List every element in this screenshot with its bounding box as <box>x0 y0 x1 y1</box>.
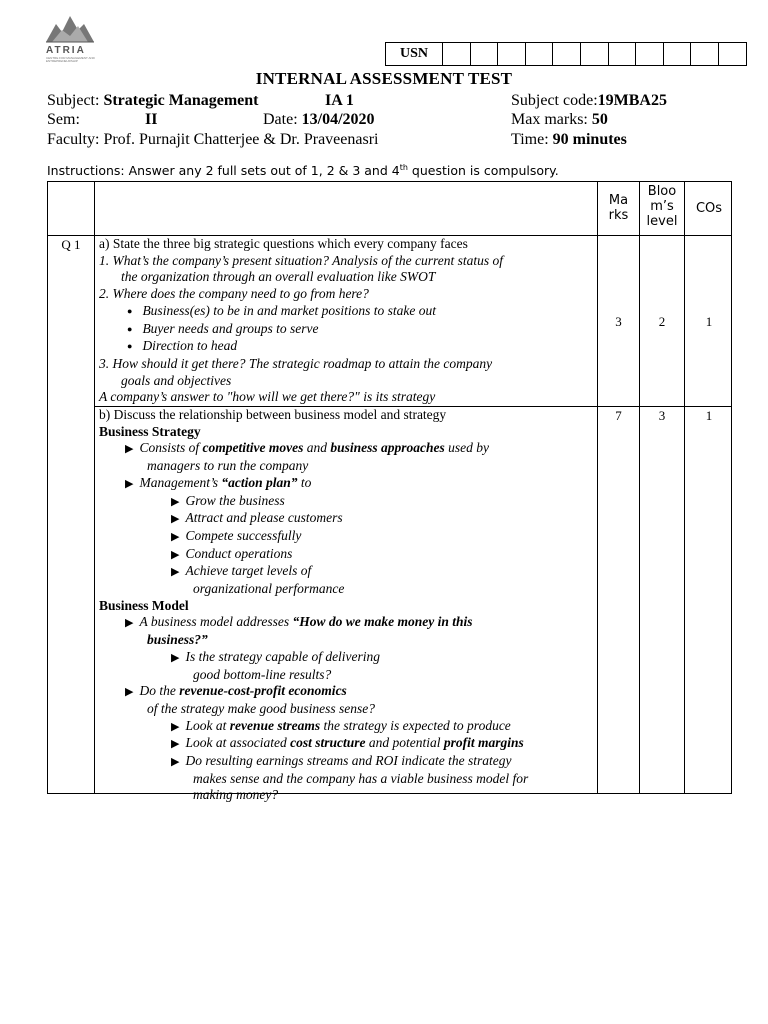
part-a-cos: 1 <box>705 314 713 329</box>
arrow-bullet-icon: ▶ <box>171 756 180 769</box>
cos-column-header: COs <box>695 201 723 216</box>
logo-subtitle: CENTRE FOR MANAGEMENT AND ENTREPRENEURSHIP <box>46 56 95 63</box>
instructions: Instructions: Answer any 2 full sets out of 1, 2 & 3 and 4th question is compulsory. <box>47 163 559 179</box>
max-marks-line <box>511 110 608 129</box>
subject-label: Subject: <box>47 92 104 109</box>
date-value: 13/04/2020 <box>301 111 375 128</box>
arrow-bullet-icon: ▶ <box>171 548 180 561</box>
sem-value: II <box>145 111 158 128</box>
arrow-bullet-icon: ▶ <box>125 477 134 490</box>
arrow-bullet-icon: ▶ <box>171 513 180 526</box>
part-b-answer: b) Discuss the relationship between business model and strategy Business Strategy ▶ Consists of competitive moves and business approaches used by managers to run the company ▶ Management’s “action plan” to ▶ Grow the business ▶ Attract and please customers ▶ Compete successfully ▶ Conduct operations ▶ Achieve target levels of organizational performance Business Model ▶ A business model addresses “How do we make money in this business?” ▶ Is the strategy capable of delivering good bottom-line results? ▶ Do the revenue-cost-profit economics of the strategy make good business sense? ▶ Look at revenue streams the strategy is expected to produce ▶ Look at associated cost structure and potential profit margins ▶ Do resulting earnings streams and ROI indicate the strategy makes sense and the company has a viable business model for making money? <box>99 407 529 803</box>
arrow-bullet-icon: ▶ <box>171 530 180 543</box>
arrow-bullet-icon: ▶ <box>125 617 134 630</box>
part-b-question: b) Discuss the relationship between business model and strategy <box>99 407 447 422</box>
bullet-item: ● Buyer needs and groups to serve <box>127 320 319 336</box>
max-marks-value: 50 <box>591 111 608 128</box>
part-b-bloom: 3 <box>658 408 666 423</box>
page-title: INTERNAL ASSESSMENT TEST <box>255 69 513 88</box>
question-number: Q 1 <box>61 237 81 252</box>
subject-code-value: 19MBA25 <box>597 92 667 109</box>
arrow-bullet-icon: ▶ <box>125 443 134 456</box>
section-heading: Business Model <box>99 597 189 613</box>
usn-cell[interactable] <box>691 43 719 65</box>
arrow-bullet-icon: ▶ <box>171 566 180 579</box>
time-value: 90 minutes <box>552 131 627 148</box>
mountain-logo-icon <box>42 14 98 44</box>
part-a-bloom: 2 <box>658 314 666 329</box>
bullet-item: ● Direction to head <box>127 338 238 354</box>
time-line <box>511 130 627 149</box>
arrow-bullet-icon: ▶ <box>171 720 180 733</box>
ia-label: IA 1 <box>325 92 354 109</box>
arrow-bullet-icon: ▶ <box>171 495 180 508</box>
usn-cell[interactable] <box>581 43 609 65</box>
usn-box <box>385 42 747 66</box>
usn-cell[interactable] <box>526 43 554 65</box>
usn-cell[interactable] <box>609 43 637 65</box>
sem-label: Sem: <box>47 111 80 128</box>
usn-cell[interactable] <box>443 43 471 65</box>
logo-wordmark: ATRIA <box>46 45 86 56</box>
usn-cell[interactable] <box>498 43 526 65</box>
part-b-marks: 7 <box>615 408 622 423</box>
subject-value: Strategic Management <box>103 92 259 109</box>
institute-logo <box>42 14 98 64</box>
part-a-answer: a) State the three big strategic questions which every company faces 1. What’s the company’s present situation? Analysis of the current status of the organization through an overall evaluation like SWOT 2. Where does the company need to go from here? ● Business(es) to be in and market positions to stake out ● Buyer needs and groups to serve ● Direction to head 3. How should it get there? The strategic roadmap to attain the company goals and objectives A company’s answer to "how will we get there?" is its strategy <box>99 236 503 405</box>
faculty-line: Faculty: Prof. Purnajit Chatterjee & Dr. Praveenasri <box>47 131 379 148</box>
marks-column-header: Ma rks <box>608 193 629 223</box>
usn-cell[interactable] <box>471 43 499 65</box>
date-label: Date: <box>263 111 302 128</box>
max-marks-label: Max marks: <box>511 111 592 128</box>
section-heading: Business Strategy <box>99 423 201 439</box>
subject-code-line <box>511 91 667 110</box>
bloom-level-column-header: Bloo m’s level <box>646 184 678 229</box>
arrow-bullet-icon: ▶ <box>125 686 134 699</box>
arrow-bullet-icon: ▶ <box>171 738 180 751</box>
bullet-item: ● Business(es) to be in and market positions to stake out <box>127 302 437 318</box>
question-table <box>47 181 732 803</box>
usn-cell[interactable] <box>719 43 746 65</box>
arrow-bullet-icon: ▶ <box>171 651 180 664</box>
part-a-question: a) State the three big strategic questions which every company faces <box>99 236 468 251</box>
subject-code-label: Subject code: <box>511 92 598 109</box>
usn-cell[interactable] <box>664 43 692 65</box>
date-line <box>263 110 375 129</box>
usn-label: USN <box>386 43 443 65</box>
part-a-marks: 3 <box>615 314 622 329</box>
subject-line <box>47 91 259 110</box>
usn-cell[interactable] <box>636 43 664 65</box>
part-b-cos: 1 <box>705 408 713 423</box>
usn-cell[interactable] <box>553 43 581 65</box>
time-label: Time: <box>511 131 553 148</box>
